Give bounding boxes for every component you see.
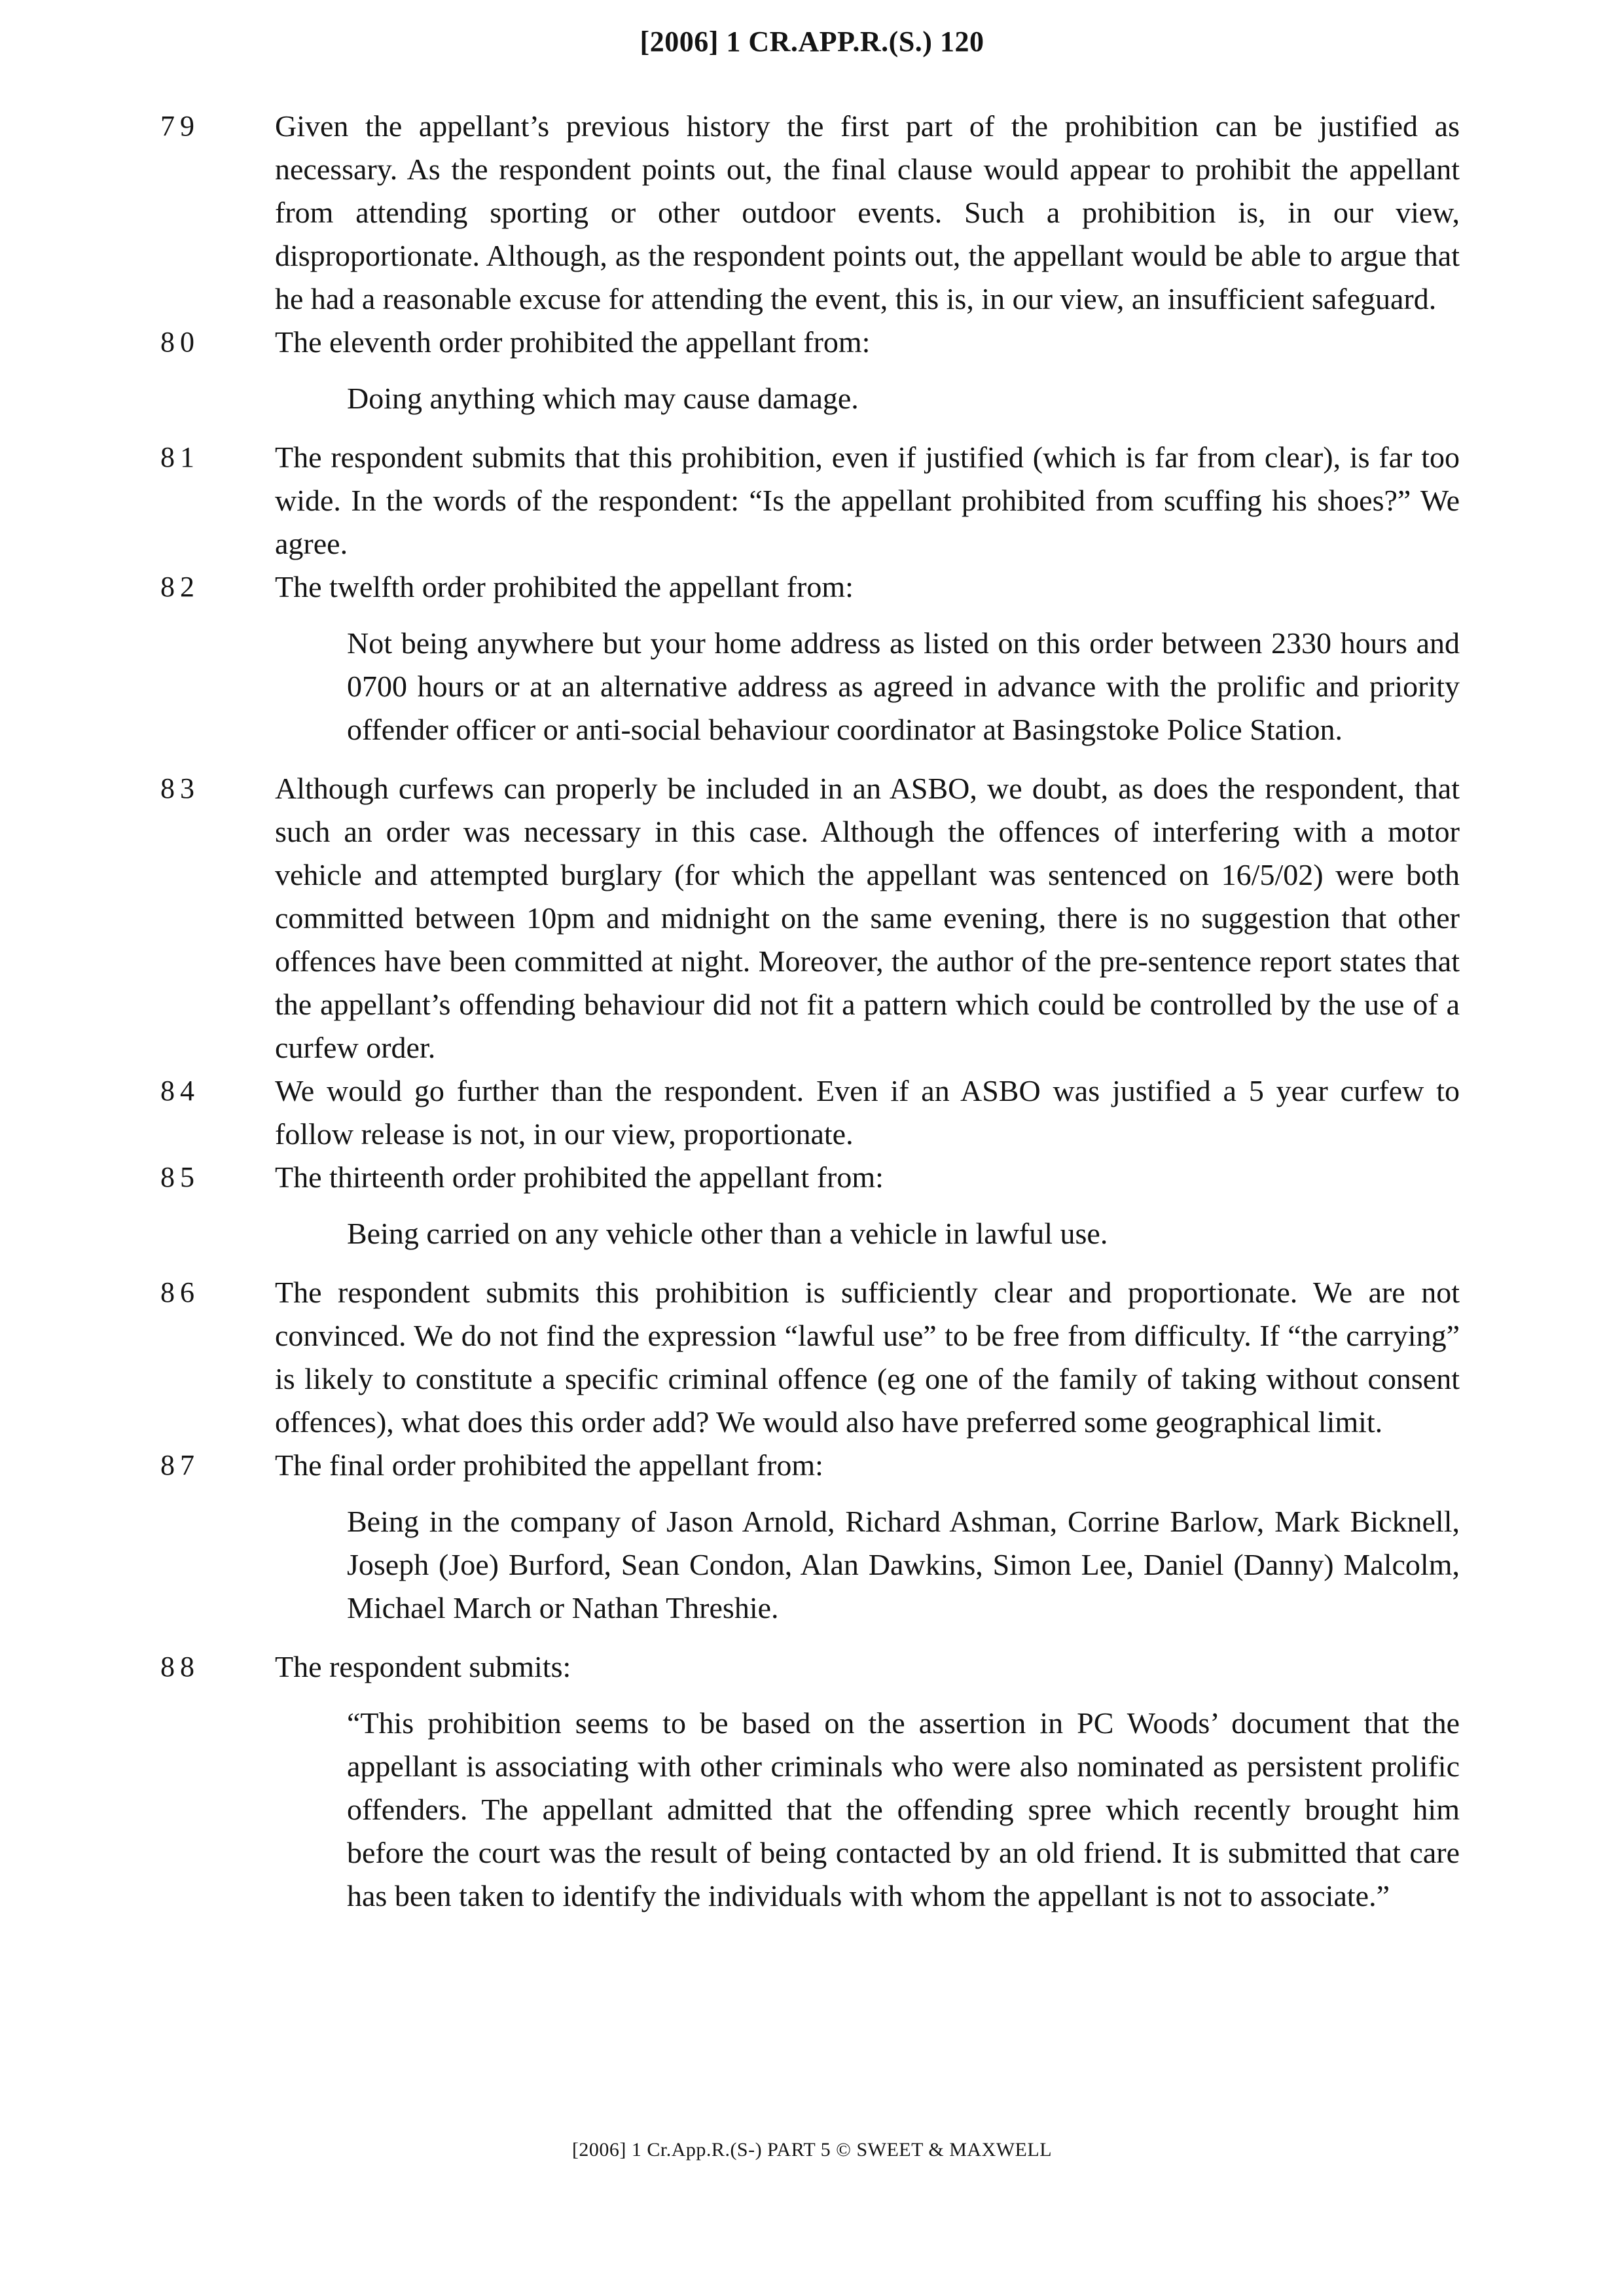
- paragraph-79: [0, 105, 1624, 321]
- paragraph-83: [0, 767, 1624, 1069]
- paragraph-text: The respondent submits that this prohibition, even if justified (which is far from clear), is far too wide. In the words of the respondent: “Is the appellant prohibited from scuffing his shoes?” We agree.: [275, 440, 1460, 560]
- paragraph-number: 80: [160, 326, 200, 358]
- indented-quote: “This prohibition seems to be based on the assertion in PC Woods’ document that the appellant is associating with other criminals who were also nominated as persistent prolific offenders. The appellant admitted that the offending spree which recently brought him before the court was the result of being contacted by an old friend. It is submitted that care has been taken to identify the individuals with whom the appellant is not to associate.”: [347, 1706, 1460, 1912]
- indented-quote: Not being anywhere but your home address as listed on this order between 2330 hours and 0700 hours or at an alternative address as agreed in advance with the prolific and priority offender officer or anti-social behaviour coordinator at Basingstoke Police Station.: [347, 626, 1460, 746]
- paragraph-number: 81: [160, 441, 200, 473]
- paragraph-number: 88: [160, 1651, 200, 1683]
- paragraph-text: The eleventh order prohibited the appellant from:: [275, 325, 871, 359]
- paragraph-number: 79: [160, 110, 200, 142]
- paragraph-88: [0, 1645, 1624, 1918]
- paragraph-text: The respondent submits this prohibition is sufficiently clear and proportionate. We are not convinced. We do not find the expression “lawful use” to be free from difficulty. If “the carrying” is likely to constitute a specific criminal offence (eg one of the family of taking without consent offences), what does this order add? We would also have preferred some geographical limit.: [275, 1276, 1460, 1439]
- paragraph-81: [0, 436, 1624, 565]
- indented-quote: Doing anything which may cause damage.: [347, 382, 859, 415]
- paragraph-84: [0, 1069, 1624, 1156]
- paragraph-text: The twelfth order prohibited the appellant from:: [275, 570, 854, 603]
- paragraph-text: The respondent submits:: [275, 1650, 571, 1683]
- paragraph-87: [0, 1444, 1624, 1630]
- paragraph-text: The final order prohibited the appellant from:: [275, 1448, 823, 1482]
- paragraph-number: 87: [160, 1449, 200, 1481]
- paragraph-number: 83: [160, 772, 200, 804]
- paragraph-85: [0, 1156, 1624, 1255]
- paragraph-text: The thirteenth order prohibited the appellant from:: [275, 1160, 884, 1194]
- indented-quote: Being in the company of Jason Arnold, Richard Ashman, Corrine Barlow, Mark Bicknell, Joseph (Joe) Burford, Sean Condon, Alan Dawkins, Simon Lee, Daniel (Danny) Malcolm, Michael March or Nathan Threshie.: [347, 1505, 1460, 1624]
- running-head: [2006] 1 CR.APP.R.(S.) 120: [640, 26, 984, 58]
- paragraph-number: 84: [160, 1075, 200, 1107]
- paragraph-number: 85: [160, 1161, 200, 1193]
- indented-quote: Being carried on any vehicle other than a vehicle in lawful use.: [347, 1217, 1108, 1250]
- paragraph-number: 82: [160, 571, 200, 603]
- paragraph-82: [0, 565, 1624, 751]
- page-footer: [2006] 1 Cr.App.R.(S-) PART 5 © SWEET & MAXWELL: [571, 2139, 1053, 2161]
- body-text: [0, 105, 1624, 1933]
- paragraph-text: We would go further than the respondent. Even if an ASBO was justified a 5 year curfew to follow release is not, in our view, proportionate.: [275, 1074, 1460, 1151]
- paragraph-80: [0, 321, 1624, 420]
- paragraph-number: 86: [160, 1276, 200, 1308]
- paragraph-86: [0, 1271, 1624, 1444]
- paragraph-text: Given the appellant’s previous history the first part of the prohibition can be justified as necessary. As the respondent points out, the final clause would appear to prohibit the appellant from attending sporting or other outdoor events. Such a prohibition is, in our view, disproportionate. Although, as the respondent points out, the appellant would be able to argue that he had a reasonable excuse for attending the event, this is, in our view, an insufficient safeguard.: [275, 109, 1460, 315]
- paragraph-text: Although curfews can properly be included in an ASBO, we doubt, as does the respondent, that such an order was necessary in this case. Although the offences of interfering with a motor vehicle and attempted burglary (for which the appellant was sentenced on 16/5/02) were both committed between 10pm and midnight on the same evening, there is no suggestion that other offences have been committed at night. Moreover, the author of the pre-sentence report states that the appellant’s offending behaviour did not fit a pattern which could be controlled by the use of a curfew order.: [275, 772, 1460, 1064]
